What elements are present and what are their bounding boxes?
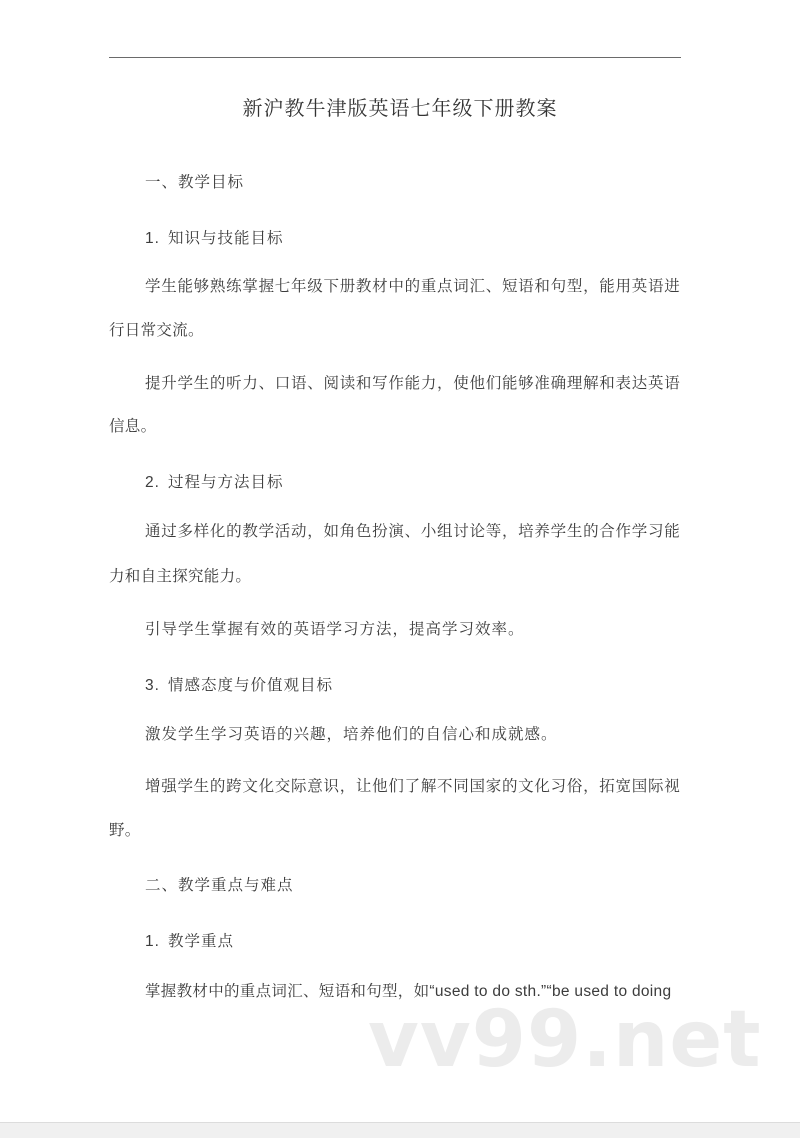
paragraph-text-en: “used to do sth.”“be used to doing [429, 983, 672, 1000]
subheading-number: 2. [145, 474, 160, 491]
section-heading-objectives: 一、教学目标 [145, 173, 245, 191]
subheading-attitude-values [145, 673, 333, 695]
subheading-teaching-focus [145, 929, 234, 951]
paragraph-line: 力和自主探究能力。 [109, 567, 252, 585]
subheading-process-methods [145, 470, 283, 492]
paragraph-line: 信息。 [109, 417, 157, 435]
paragraph-text-cn: 掌握教材中的重点词汇、短语和句型，如 [145, 982, 430, 1000]
paragraph-line: 引导学生掌握有效的英语学习方法，提高学习效率。 [145, 620, 525, 638]
subheading-knowledge-skills [145, 226, 283, 248]
subheading-text: 情感态度与价值观目标 [167, 676, 333, 694]
paragraph-line: 提升学生的听力、口语、阅读和写作能力，使他们能够准确理解和表达英语 [145, 374, 680, 392]
section-heading-key-points: 二、教学重点与难点 [145, 876, 294, 894]
paragraph-line: 野。 [109, 821, 141, 839]
header-divider [109, 57, 681, 58]
subheading-number: 1. [145, 230, 160, 247]
watermark-text: vv99.net [368, 995, 762, 1085]
page-bottom-edge [0, 1122, 800, 1138]
paragraph-line: 激发学生学习英语的兴趣，培养他们的自信心和成就感。 [145, 725, 558, 743]
subheading-number: 1. [145, 933, 160, 950]
paragraph-line: 增强学生的跨文化交际意识，让他们了解不同国家的文化习俗，拓宽国际视 [145, 777, 680, 795]
subheading-text: 过程与方法目标 [167, 473, 284, 491]
paragraph-line: 学生能够熟练掌握七年级下册教材中的重点词汇、短语和句型，能用英语进 [145, 277, 680, 295]
document-title: 新沪教牛津版英语七年级下册教案 [242, 96, 558, 120]
paragraph-line: 通过多样化的教学活动，如角色扮演、小组讨论等，培养学生的合作学习能 [145, 522, 680, 540]
subheading-text: 教学重点 [167, 932, 234, 950]
paragraph-line: 行日常交流。 [109, 321, 204, 339]
subheading-text: 知识与技能目标 [167, 229, 284, 247]
subheading-number: 3. [145, 677, 160, 694]
